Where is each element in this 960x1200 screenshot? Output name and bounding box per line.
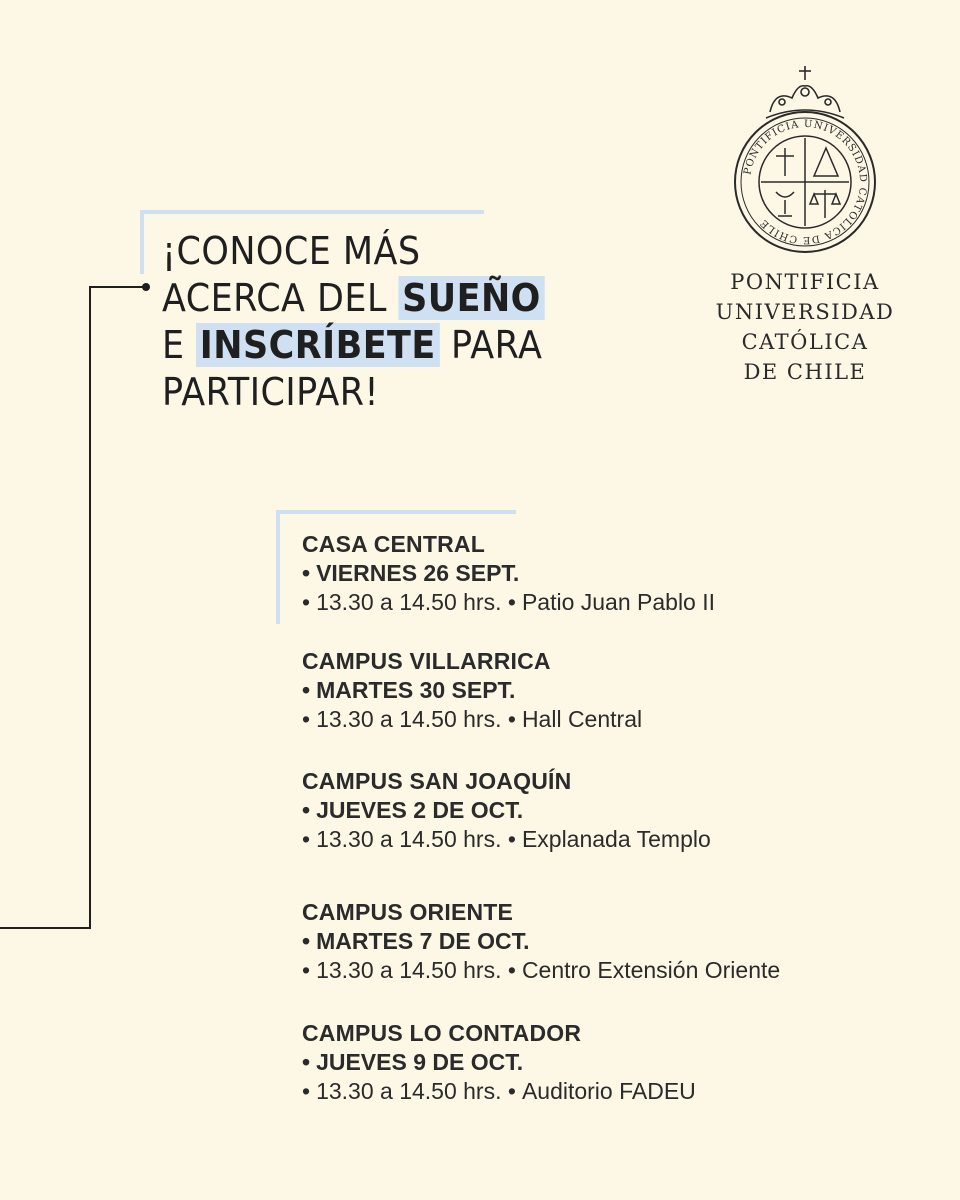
- event-casa-central: [302, 530, 715, 617]
- event-campus-villarrica: [302, 647, 642, 734]
- event-time: 13.30 a 14.50 hrs.: [316, 826, 502, 852]
- highlight-sueno: SUEÑO: [398, 276, 544, 320]
- event-campus-oriente: [302, 898, 780, 985]
- bullet-icon: •: [302, 928, 311, 954]
- svg-text:PONTIFICIA UNIVERSIDAD CATÓLIC: PONTIFICIA UNIVERSIDAD CATÓLICA DE CHILE: [742, 118, 869, 246]
- headline-line-3-end: PARA: [439, 323, 543, 367]
- bullet-icon: •: [302, 1078, 311, 1104]
- logo-line-2: UNIVERSIDAD: [715, 300, 895, 324]
- event-date: MARTES 7 DE OCT.: [316, 928, 530, 954]
- event-time: 13.30 a 14.50 hrs.: [316, 1078, 502, 1104]
- logo-line-4: DE CHILE: [743, 360, 867, 384]
- event-date: JUEVES 9 DE OCT.: [316, 1049, 524, 1075]
- event-campus: CAMPUS ORIENTE: [302, 899, 514, 925]
- event-date: MARTES 30 SEPT.: [316, 677, 516, 703]
- headline-line-4: PARTICIPAR!: [162, 370, 380, 414]
- event-campus: CASA CENTRAL: [302, 531, 485, 557]
- bullet-icon: •: [302, 589, 311, 615]
- logo-line-3: CATÓLICA: [741, 330, 869, 354]
- event-date: JUEVES 2 DE OCT.: [316, 797, 524, 823]
- bullet-icon: •: [302, 677, 311, 703]
- bullet-icon: •: [302, 1049, 311, 1075]
- bullet-icon: •: [507, 706, 516, 732]
- event-time: 13.30 a 14.50 hrs.: [316, 706, 502, 732]
- bullet-icon: •: [302, 826, 311, 852]
- bullet-icon: •: [302, 957, 311, 983]
- bullet-icon: •: [507, 589, 516, 615]
- bullet-icon: •: [302, 560, 311, 586]
- event-campus: CAMPUS SAN JOAQUÍN: [302, 768, 572, 794]
- event-time: 13.30 a 14.50 hrs.: [316, 589, 502, 615]
- university-seal-icon: [730, 62, 880, 262]
- bullet-icon: •: [507, 1078, 516, 1104]
- event-campus: CAMPUS VILLARRICA: [302, 648, 551, 674]
- event-campus-san-joaquin: [302, 767, 711, 854]
- event-place: Explanada Templo: [521, 826, 711, 852]
- event-place: Auditorio FADEU: [521, 1078, 696, 1104]
- logo-line-1: PONTIFICIA: [730, 270, 880, 294]
- headline-line-1: ¡CONOCE MÁS: [162, 229, 421, 273]
- headline-line-3-start: E: [162, 323, 197, 367]
- event-date: VIERNES 26 SEPT.: [316, 560, 520, 586]
- bullet-icon: •: [507, 826, 516, 852]
- headline: [162, 228, 545, 416]
- event-time: 13.30 a 14.50 hrs.: [316, 957, 502, 983]
- bullet-icon: •: [302, 797, 311, 823]
- bullet-icon: •: [302, 706, 311, 732]
- event-campus-lo-contador: [302, 1019, 696, 1106]
- university-name: [700, 267, 910, 387]
- event-campus: CAMPUS LO CONTADOR: [302, 1020, 582, 1046]
- bullet-icon: •: [507, 957, 516, 983]
- event-place: Hall Central: [521, 706, 643, 732]
- event-place: Patio Juan Pablo II: [521, 589, 716, 615]
- headline-line-2-start: ACERCA DEL: [162, 276, 399, 320]
- event-place: Centro Extensión Oriente: [521, 957, 781, 983]
- highlight-inscribete: INSCRÍBETE: [196, 323, 439, 367]
